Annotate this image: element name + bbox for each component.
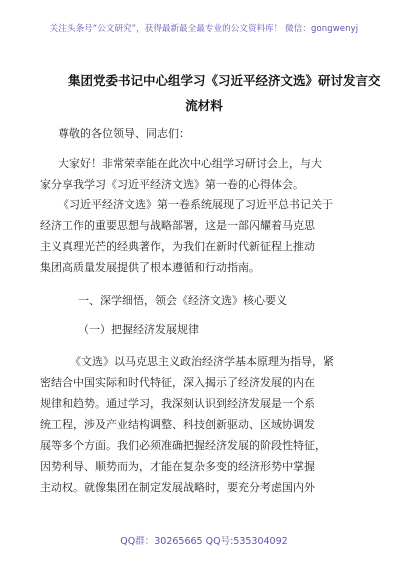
salutation: 尊敬的各位领导、同志们：: [58, 127, 190, 140]
header-promo-text: 关注头条号“公文研究”，获得最新最全最专业的公文资料库！ 微信：gongwenyj: [49, 24, 359, 34]
body-line: 密结合中国实际和时代特征，深入揭示了经济发展的内在: [40, 376, 315, 389]
body-line: 主动权。就像集团在制定发展战略时，要充分考虑国内外: [40, 481, 315, 494]
body-line: 因势利导、顺势而为，才能在复杂多变的经济形势中掌握: [40, 460, 315, 473]
body-line: 规律和趋势。通过学习，我深刻认识到经济发展是一个系: [40, 397, 315, 410]
body-line: 主义真理光芒的经典著作，为我们在新时代新征程上推动: [40, 240, 315, 253]
subsection-heading: （一）把握经济发展规律: [78, 323, 199, 336]
body-line: 家分享我学习《习近平经济文选》第一卷的心得体会。: [40, 178, 304, 191]
body-line: 经济工作的重要思想与战略部署，这是一部闪耀着马克思: [40, 219, 315, 232]
body-line: 集团高质量发展提供了根本遵循和行动指南。: [40, 261, 260, 274]
document-title-line-2: 流材料: [185, 98, 223, 113]
body-line: 大家好！非常荣幸能在此次中心组学习研讨会上，与大: [58, 157, 322, 170]
body-line: 《文选》以马克思主义政治经济学基本原理为指导，紧: [70, 355, 334, 368]
body-line: 统工程，涉及产业结构调整、科技创新驱动、区域协调发: [40, 418, 315, 431]
section-heading: 一、深学细悟，领会《经济文选》核心要义: [78, 294, 287, 307]
body-line: 展等多个方面。我们必须准确把握经济发展的阶段性特征，: [40, 439, 326, 452]
footer-qq-contact: QQ群：30265665 QQ号:535304092: [120, 536, 288, 547]
body-line: 《习近平经济文选》第一卷系统展现了习近平总书记关于: [58, 198, 333, 211]
document-title-line-1: 集团党委书记中心组学习《习近平经济文选》研讨发言交: [68, 73, 381, 88]
